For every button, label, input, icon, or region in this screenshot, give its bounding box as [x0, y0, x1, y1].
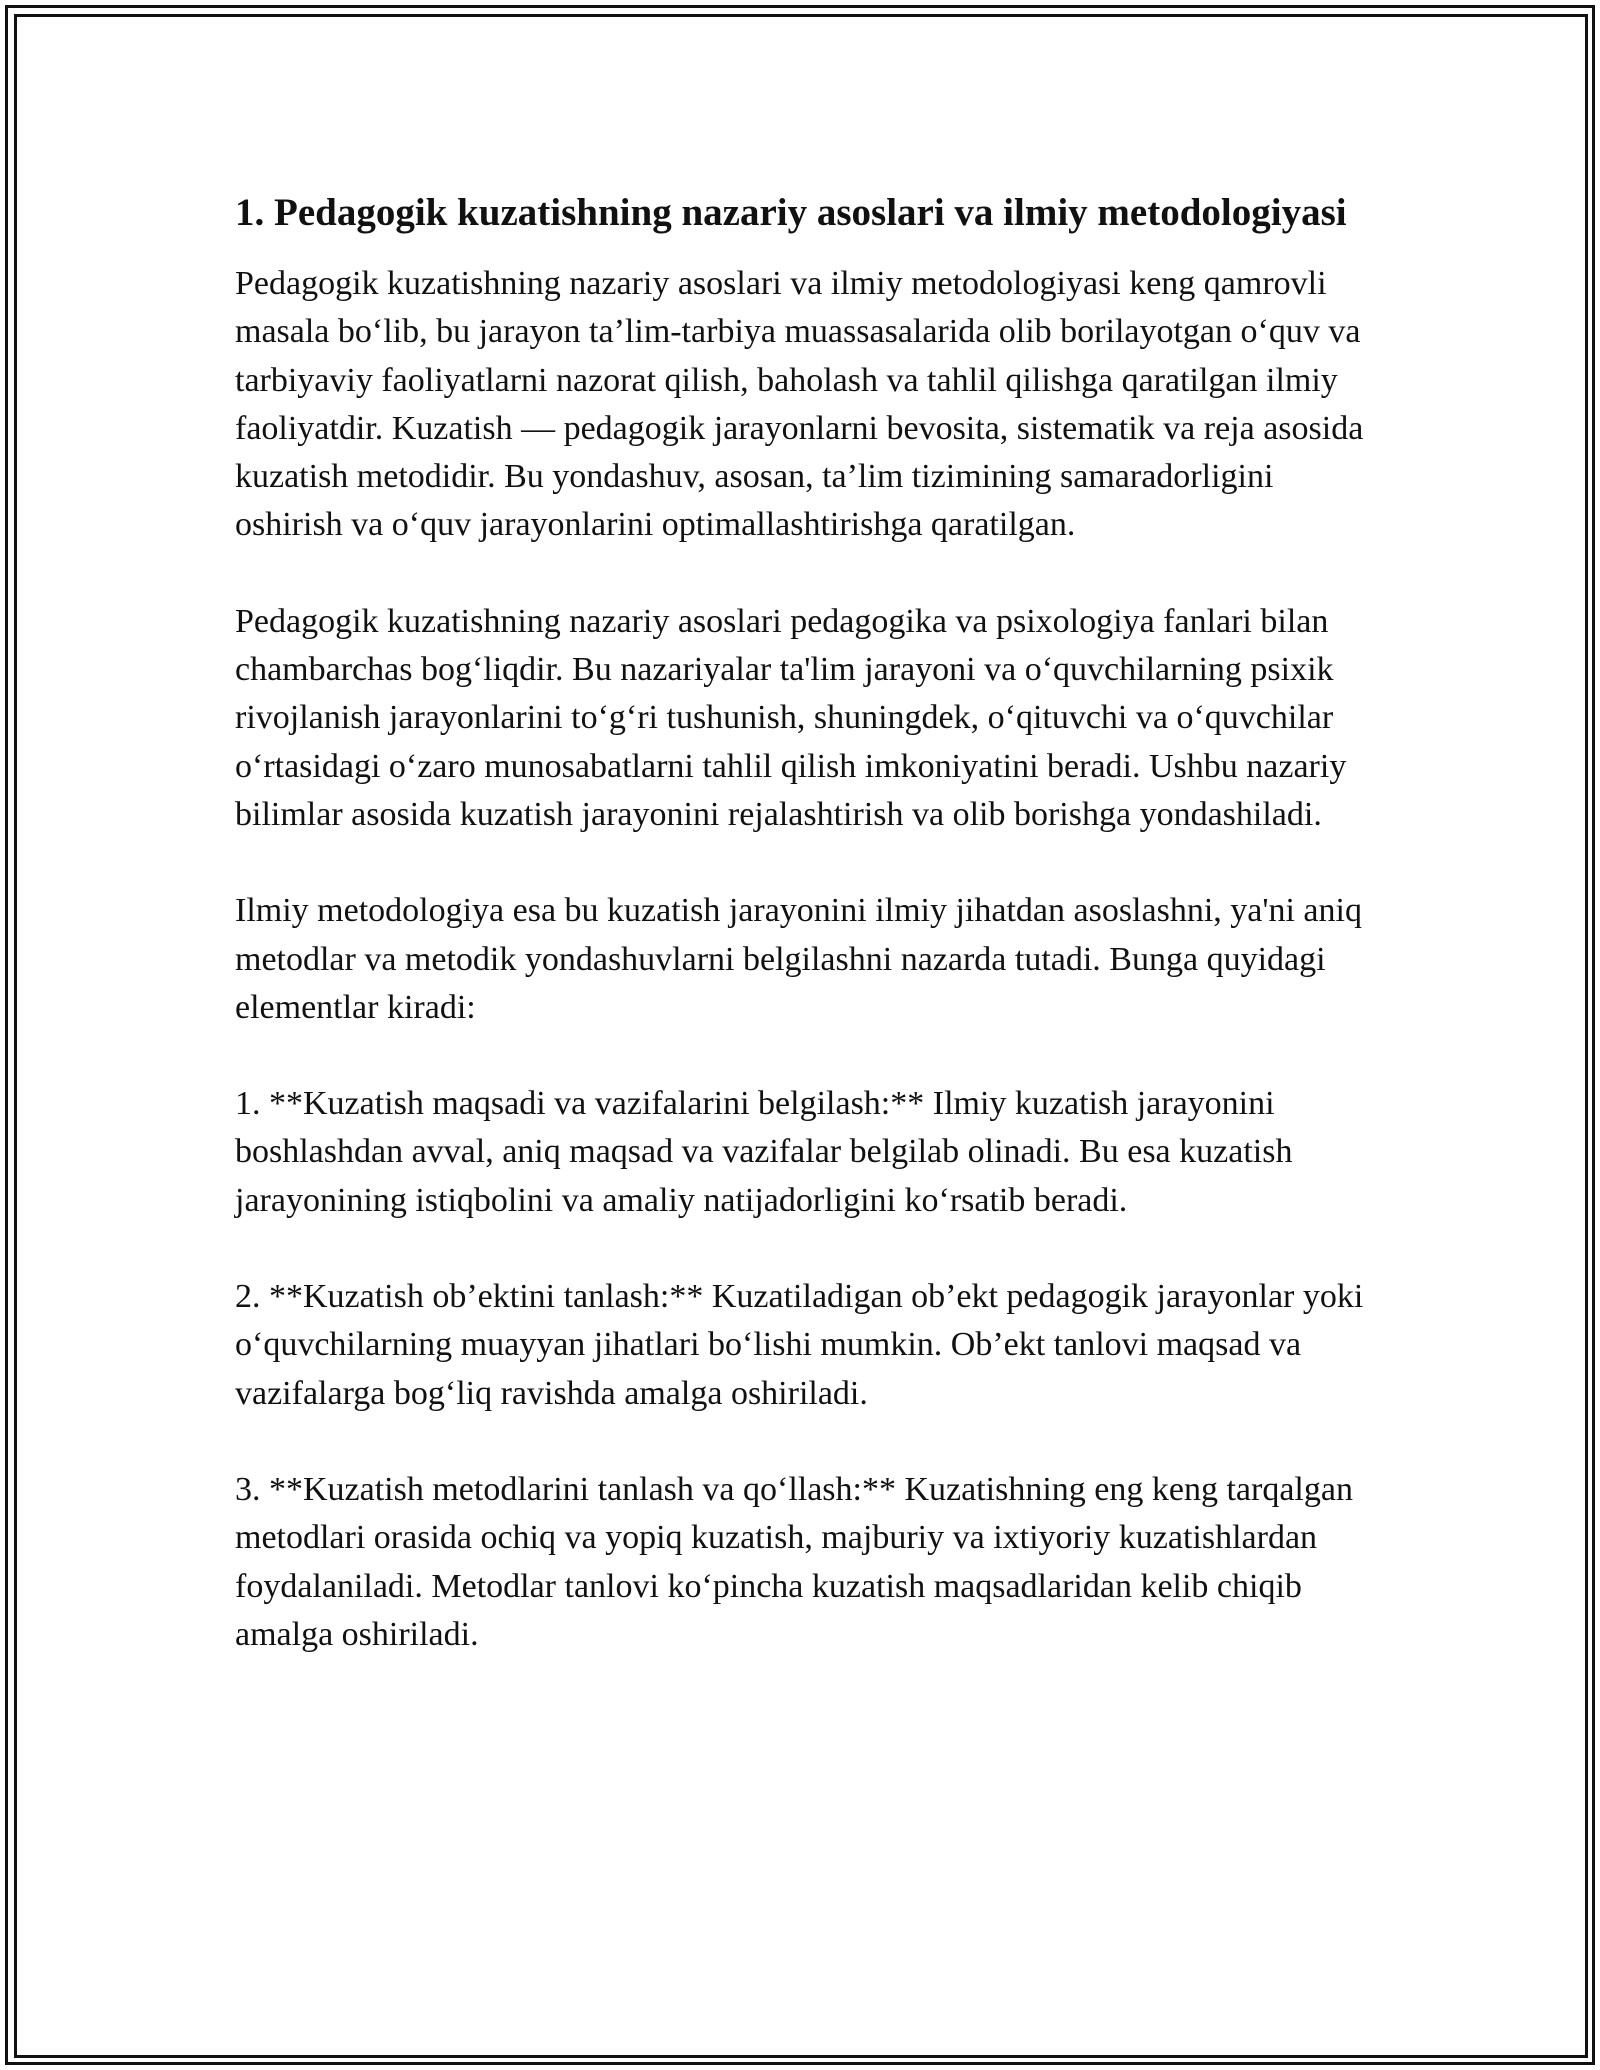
- section-title: 1. Pedagogik kuzatishning nazariy asoslari va ilmiy metodologiyasi: [235, 191, 1347, 234]
- paragraph-intro: Pedagogik kuzatishning nazariy asoslari va ilmiy metodologiyasi keng qamrovli masala bo‘lib, bu jarayon ta’lim-tarbiya muassasalarida olib borilayotgan o‘quv va tarbiyaviy faoliyatlarni nazorat qilish, baholash va tahlil qilishga qaratilgan ilmiy faoliyatdir. Kuzatish — pedagogik jarayonlarni bevosita, sistematik va reja asosida kuzatish metodidir. Bu yondashuv, asosan, ta’lim tizimining samaradorligini oshirish va o‘quv jarayonlarini optimallashtirishga qaratilgan.: [235, 265, 1364, 544]
- list-item-3: 3. **Kuzatish metodlarini tanlash va qo‘llash:** Kuzatishning eng keng tarqalgan metodlari orasida ochiq va yopiq kuzatish, majburiy va ixtiyoriy kuzatishlardan foydalaniladi. Metodlar tanlovi ko‘pincha kuzatish maqsadlaridan kelib chiqib amalga oshiriladi.: [235, 1470, 1353, 1653]
- list-item-1: 1. **Kuzatish maqsadi va vazifalarini belgilash:** Ilmiy kuzatish jarayonini boshlashdan avval, aniq maqsad va vazifalar belgilab olinadi. Bu esa kuzatish jarayonining istiqbolini va amaliy natijadorligini ko‘rsatib beradi.: [235, 1085, 1293, 1219]
- document-body: [235, 185, 1385, 1707]
- paragraph-methodology: Ilmiy metodologiya esa bu kuzatish jarayonini ilmiy jihatdan asoslashni, ya'ni aniq metodlar va metodik yondashuvlarni belgilashni nazarda tutadi. Bunga quyidagi elementlar kiradi:: [235, 892, 1362, 1026]
- paragraph-theory: Pedagogik kuzatishning nazariy asoslari pedagogika va psixologiya fanlari bilan chambarchas bog‘liqdir. Bu nazariyalar ta'lim jarayoni va o‘quvchilarning psixik rivojlanish jarayonlarini to‘g‘ri tushunish, shuningdek, o‘qituvchi va o‘quvchilar o‘rtasidagi o‘zaro munosabatlarni tahlil qilish imkoniyatini beradi. Ushbu nazariy bilimlar asosida kuzatish jarayonini rejalashtirish va olib borishga yondashiladi.: [235, 602, 1347, 833]
- list-item-2: 2. **Kuzatish ob’ektini tanlash:** Kuzatiladigan ob’ekt pedagogik jarayonlar yoki o‘quvchilarning muayyan jihatlari bo‘lishi mumkin. Ob’ekt tanlovi maqsad va vazifalarga bog‘liq ravishda amalga oshiriladi.: [235, 1278, 1364, 1412]
